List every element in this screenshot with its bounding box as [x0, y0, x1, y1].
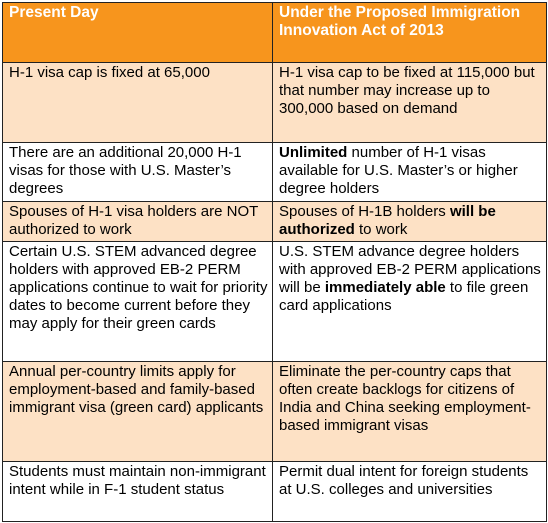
present-day-cell: Students must maintain non-immigrant intent while in F-1 student status — [3, 462, 273, 522]
header-proposed-act: Under the Proposed Immigration Innovation Act of 2013 — [273, 3, 547, 63]
comparison-table — [2, 2, 547, 522]
present-day-cell: Annual per-country limits apply for employment-based and family-based immigrant visa (green card) applicants — [3, 362, 273, 462]
header-present-day: Present Day — [3, 3, 273, 63]
present-day-cell: Spouses of H-1 visa holders are NOT authorized to work — [3, 202, 273, 242]
emphasis-text: immediately able — [324, 279, 446, 296]
proposed-cell — [273, 143, 547, 202]
emphasis-text: Unlimited — [279, 144, 348, 161]
proposed-cell: H-1 visa cap to be fixed at 115,000 but that number may increase up to 300,000 based on demand — [273, 63, 547, 143]
proposed-cell — [273, 242, 547, 362]
cell-text: Spouses of H-1B holders — [279, 203, 450, 220]
proposed-cell — [273, 202, 547, 242]
cell-text: to work — [354, 221, 408, 238]
table-row — [3, 202, 547, 242]
present-day-cell: H-1 visa cap is fixed at 65,000 — [3, 63, 273, 143]
present-day-cell: Certain U.S. STEM advanced degree holders with approved EB-2 PERM applications continue to wait for priority dates to become current before they may apply for their green cards — [3, 242, 273, 362]
present-day-cell: There are an additional 20,000 H-1 visas for those with U.S. Master’s degrees — [3, 143, 273, 202]
table-row — [3, 63, 547, 143]
comparison-table-container — [2, 2, 546, 521]
table-row — [3, 462, 547, 522]
emphasis-text: will be authorized — [279, 203, 496, 238]
cell-text: to file green card applications — [279, 279, 529, 314]
header-row — [3, 3, 547, 63]
table-row — [3, 143, 547, 202]
cell-text: number of H-1 visas available for U.S. Master’s or higher degree holders — [279, 144, 518, 197]
proposed-cell: Permit dual intent for foreign students at U.S. colleges and universities — [273, 462, 547, 522]
proposed-cell: Eliminate the per-country caps that often create backlogs for citizens of India and China seeking employment-based immigrant visas — [273, 362, 547, 462]
table-row — [3, 242, 547, 362]
cell-text: U.S. STEM advance degree holders with approved EB-2 PERM applications will be — [279, 243, 541, 296]
table-row — [3, 362, 547, 462]
